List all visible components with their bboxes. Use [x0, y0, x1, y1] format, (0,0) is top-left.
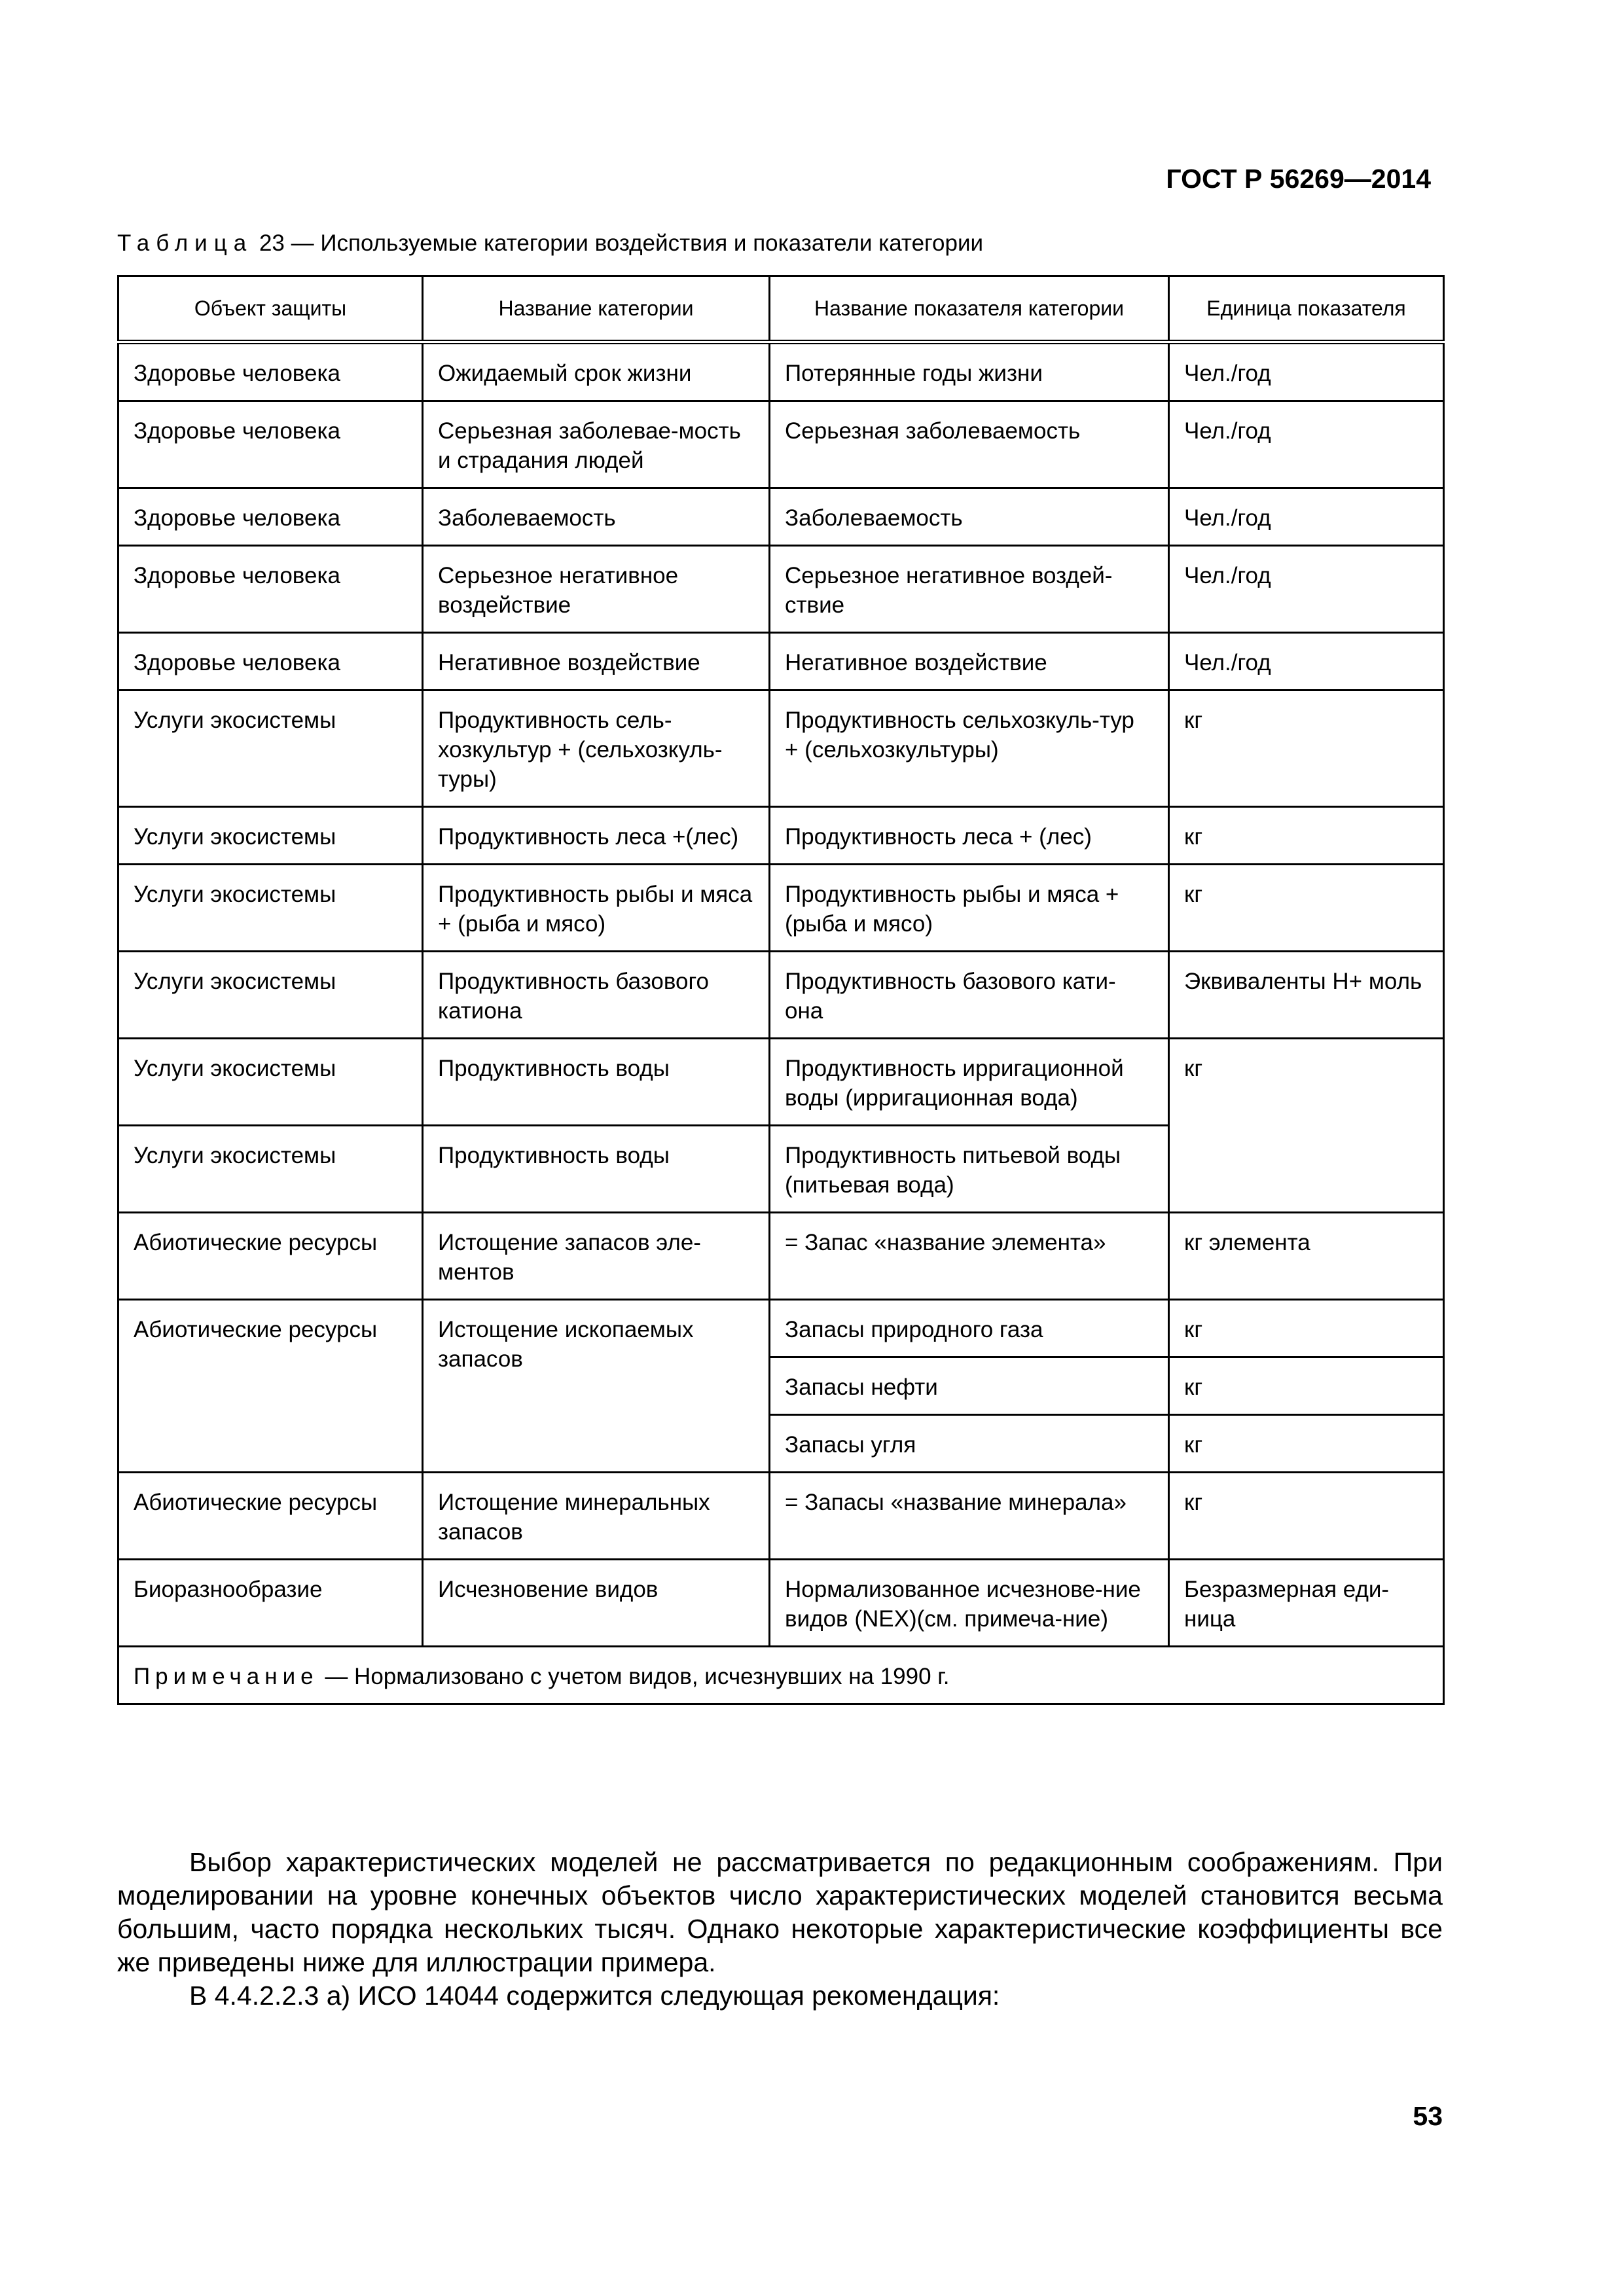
- cell-unit: Чел./год: [1169, 546, 1444, 633]
- cell-object: Здоровье человека: [118, 401, 423, 488]
- impact-categories-table: [117, 275, 1445, 1705]
- table-row: [118, 633, 1444, 691]
- cell-indicator: Продуктивность сельхозкуль-тур + (сельхозкультуры): [770, 691, 1169, 807]
- cell-unit: Эквиваленты H+ моль: [1169, 952, 1444, 1039]
- table-row: [118, 952, 1444, 1039]
- table-row: [118, 807, 1444, 865]
- cell-indicator: Нормализованное исчезнове-ние видов (NEX)(см. примеча-ние): [770, 1560, 1169, 1647]
- cell-unit: Чел./год: [1169, 342, 1444, 401]
- cell-category: Продуктивность базового катиона: [423, 952, 770, 1039]
- table-note-row: [118, 1647, 1444, 1704]
- cell-indicator: Продуктивность базового кати-она: [770, 952, 1169, 1039]
- body-text: [117, 1846, 1443, 2013]
- cell-indicator: Запасы нефти: [770, 1357, 1169, 1415]
- caption-label: Таблица: [117, 230, 253, 256]
- cell-unit: кг: [1169, 691, 1444, 807]
- table-row: [118, 865, 1444, 952]
- cell-category: Продуктивность воды: [423, 1126, 770, 1213]
- cell-category: Продуктивность рыбы и мяса + (рыба и мясо): [423, 865, 770, 952]
- note-label: Примечание: [134, 1664, 319, 1689]
- table-caption: [117, 230, 983, 257]
- cell-object: Здоровье человека: [118, 488, 423, 546]
- table-row: [118, 1213, 1444, 1300]
- cell-indicator: Продуктивность питьевой воды (питьевая вода): [770, 1126, 1169, 1213]
- table-row: [118, 1300, 1444, 1357]
- cell-unit: кг: [1169, 1357, 1444, 1415]
- paragraph: В 4.4.2.2.3 а) ИСО 14044 содержится следующая рекомендация:: [189, 1981, 1000, 2011]
- caption-text: — Используемые категории воздействия и показатели категории: [284, 230, 984, 256]
- table-row: [118, 546, 1444, 633]
- cell-category: Ожидаемый срок жизни: [423, 342, 770, 401]
- cell-category: Серьезное негативное воздействие: [423, 546, 770, 633]
- cell-object: Услуги экосистемы: [118, 1039, 423, 1126]
- cell-indicator: Продуктивность леса + (лес): [770, 807, 1169, 865]
- cell-category: Продуктивность леса +(лес): [423, 807, 770, 865]
- cell-unit: Чел./год: [1169, 633, 1444, 691]
- cell-object: Здоровье человека: [118, 342, 423, 401]
- cell-indicator: = Запасы «название минерала»: [770, 1473, 1169, 1560]
- document-code: ГОСТ Р 56269—2014: [1166, 164, 1431, 194]
- cell-category: Истощение минеральных запасов: [423, 1473, 770, 1560]
- cell-unit: кг: [1169, 807, 1444, 865]
- cell-unit: кг: [1169, 1300, 1444, 1357]
- header-object: Объект защиты: [118, 276, 423, 342]
- cell-unit: кг: [1169, 1039, 1444, 1213]
- cell-category: Заболеваемость: [423, 488, 770, 546]
- header-unit: Единица показателя: [1169, 276, 1444, 342]
- table-note: [118, 1647, 1444, 1704]
- table-row: [118, 691, 1444, 807]
- cell-category: Серьезная заболевае-мость и страдания людей: [423, 401, 770, 488]
- cell-category: Исчезновение видов: [423, 1560, 770, 1647]
- note-text: — Нормализовано с учетом видов, исчезнувших на 1990 г.: [318, 1664, 950, 1689]
- cell-unit: кг: [1169, 865, 1444, 952]
- cell-indicator: Серьезное негативное воздей-ствие: [770, 546, 1169, 633]
- cell-category: Негативное воздействие: [423, 633, 770, 691]
- header-category: Название категории: [423, 276, 770, 342]
- cell-object: Услуги экосистемы: [118, 865, 423, 952]
- cell-unit: кг: [1169, 1415, 1444, 1473]
- table-row: [118, 1473, 1444, 1560]
- table-row: [118, 1560, 1444, 1647]
- cell-indicator: Запасы угля: [770, 1415, 1169, 1473]
- caption-number: 23: [259, 230, 285, 256]
- cell-indicator: Продуктивность ирригационной воды (ирригационная вода): [770, 1039, 1169, 1126]
- cell-unit: Безразмерная еди-ница: [1169, 1560, 1444, 1647]
- cell-object: Абиотические ресурсы: [118, 1213, 423, 1300]
- cell-category: Продуктивность сель-хозкультур + (сельхозкуль-туры): [423, 691, 770, 807]
- cell-indicator: Заболеваемость: [770, 488, 1169, 546]
- cell-unit: кг: [1169, 1473, 1444, 1560]
- cell-object: Абиотические ресурсы: [118, 1473, 423, 1560]
- cell-object: Услуги экосистемы: [118, 952, 423, 1039]
- cell-object: Здоровье человека: [118, 633, 423, 691]
- cell-indicator: Серьезная заболеваемость: [770, 401, 1169, 488]
- table-header-row: [118, 276, 1444, 342]
- cell-category: Истощение ископаемых запасов: [423, 1300, 770, 1473]
- table-row: [118, 401, 1444, 488]
- cell-indicator: Потерянные годы жизни: [770, 342, 1169, 401]
- table-row: [118, 488, 1444, 546]
- cell-object: Услуги экосистемы: [118, 691, 423, 807]
- page-number: 53: [1413, 2101, 1443, 2131]
- cell-unit: Чел./год: [1169, 401, 1444, 488]
- table-row: [118, 1039, 1444, 1126]
- cell-object: Биоразнообразие: [118, 1560, 423, 1647]
- table-container: [117, 275, 1443, 1705]
- cell-indicator: = Запас «название элемента»: [770, 1213, 1169, 1300]
- cell-indicator: Негативное воздействие: [770, 633, 1169, 691]
- cell-category: Истощение запасов эле-ментов: [423, 1213, 770, 1300]
- cell-object: Абиотические ресурсы: [118, 1300, 423, 1473]
- cell-unit: Чел./год: [1169, 488, 1444, 546]
- paragraph: Выбор характеристических моделей не рассматривается по редакционным соображениям. При моделировании на уровне конечных объектов число характеристических моделей становится весьма большим, часто порядка нескольких тысяч. Однако некоторые характеристические коэффициенты все же приведены ниже для иллюстрации примера.: [117, 1847, 1443, 1977]
- cell-object: Услуги экосистемы: [118, 1126, 423, 1213]
- cell-object: Здоровье человека: [118, 546, 423, 633]
- table-row: [118, 342, 1444, 401]
- cell-object: Услуги экосистемы: [118, 807, 423, 865]
- cell-unit: кг элемента: [1169, 1213, 1444, 1300]
- cell-category: Продуктивность воды: [423, 1039, 770, 1126]
- header-indicator: Название показателя категории: [770, 276, 1169, 342]
- cell-indicator: Продуктивность рыбы и мяса + (рыба и мясо): [770, 865, 1169, 952]
- cell-indicator: Запасы природного газа: [770, 1300, 1169, 1357]
